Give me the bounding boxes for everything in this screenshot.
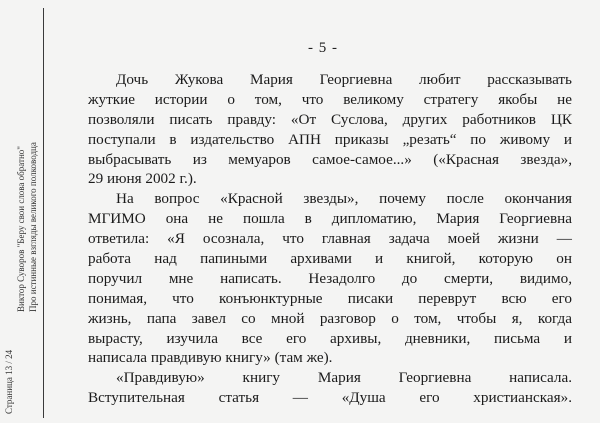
- body-text: [88, 70, 572, 408]
- page-counter: Страница 13 / 24: [4, 349, 14, 414]
- text-line: понимая, что конъюнктурные писаки переврут всю его: [88, 289, 572, 307]
- text-line: «Правдивую» книгу Мария Георгиевна написала.: [116, 369, 572, 387]
- text-line: работа над папиными архивами и книгой, которую он: [88, 250, 572, 268]
- text-line: вырасту, изучила все его архивы, дневники, письма и: [88, 329, 572, 347]
- text-line: выбрасывать из мемуаров самое-самое...» («Красная звезда»,: [88, 150, 572, 168]
- text-line: жуткие истории о том, что великому стратегу якобы не: [88, 90, 572, 108]
- text-line: ответила: «Я осознала, что главная задача моей жизни —: [88, 230, 572, 248]
- text-line: написала правдивую книгу» (там же).: [88, 349, 333, 367]
- text-line: МГИМО она не пошла в дипломатию, Мария Георгиевна: [88, 210, 572, 228]
- text-line: Дочь Жукова Мария Георгиевна любит рассказывать: [116, 71, 572, 88]
- margin-strip: [0, 0, 52, 423]
- text-line: На вопрос «Красной звезды», почему после окончания: [116, 190, 572, 208]
- chapter-subtitle: Про истинные взгляды великого полководца: [28, 142, 38, 312]
- text-line: жизнь, папа завел со мной разговор о том, чтобы я, когда: [88, 309, 572, 327]
- text-line: поручил мне написать. Незадолго до смерти, видимо,: [88, 269, 572, 287]
- text-line: позволяли писать правду: «От Суслова, других работников ЦК: [88, 110, 572, 128]
- margin-rule: [43, 8, 44, 418]
- text-line: Вступительная статья — «Душа его христианская».: [88, 389, 572, 407]
- page-number: - 5 -: [308, 40, 338, 56]
- book-author-title: Виктор Суворов "Беру свои слова обратно": [16, 146, 26, 312]
- text-line: поступали в издательство АПН приказы „резать“ по живому и: [88, 130, 572, 148]
- text-line: 29 июня 2002 г.).: [88, 170, 197, 188]
